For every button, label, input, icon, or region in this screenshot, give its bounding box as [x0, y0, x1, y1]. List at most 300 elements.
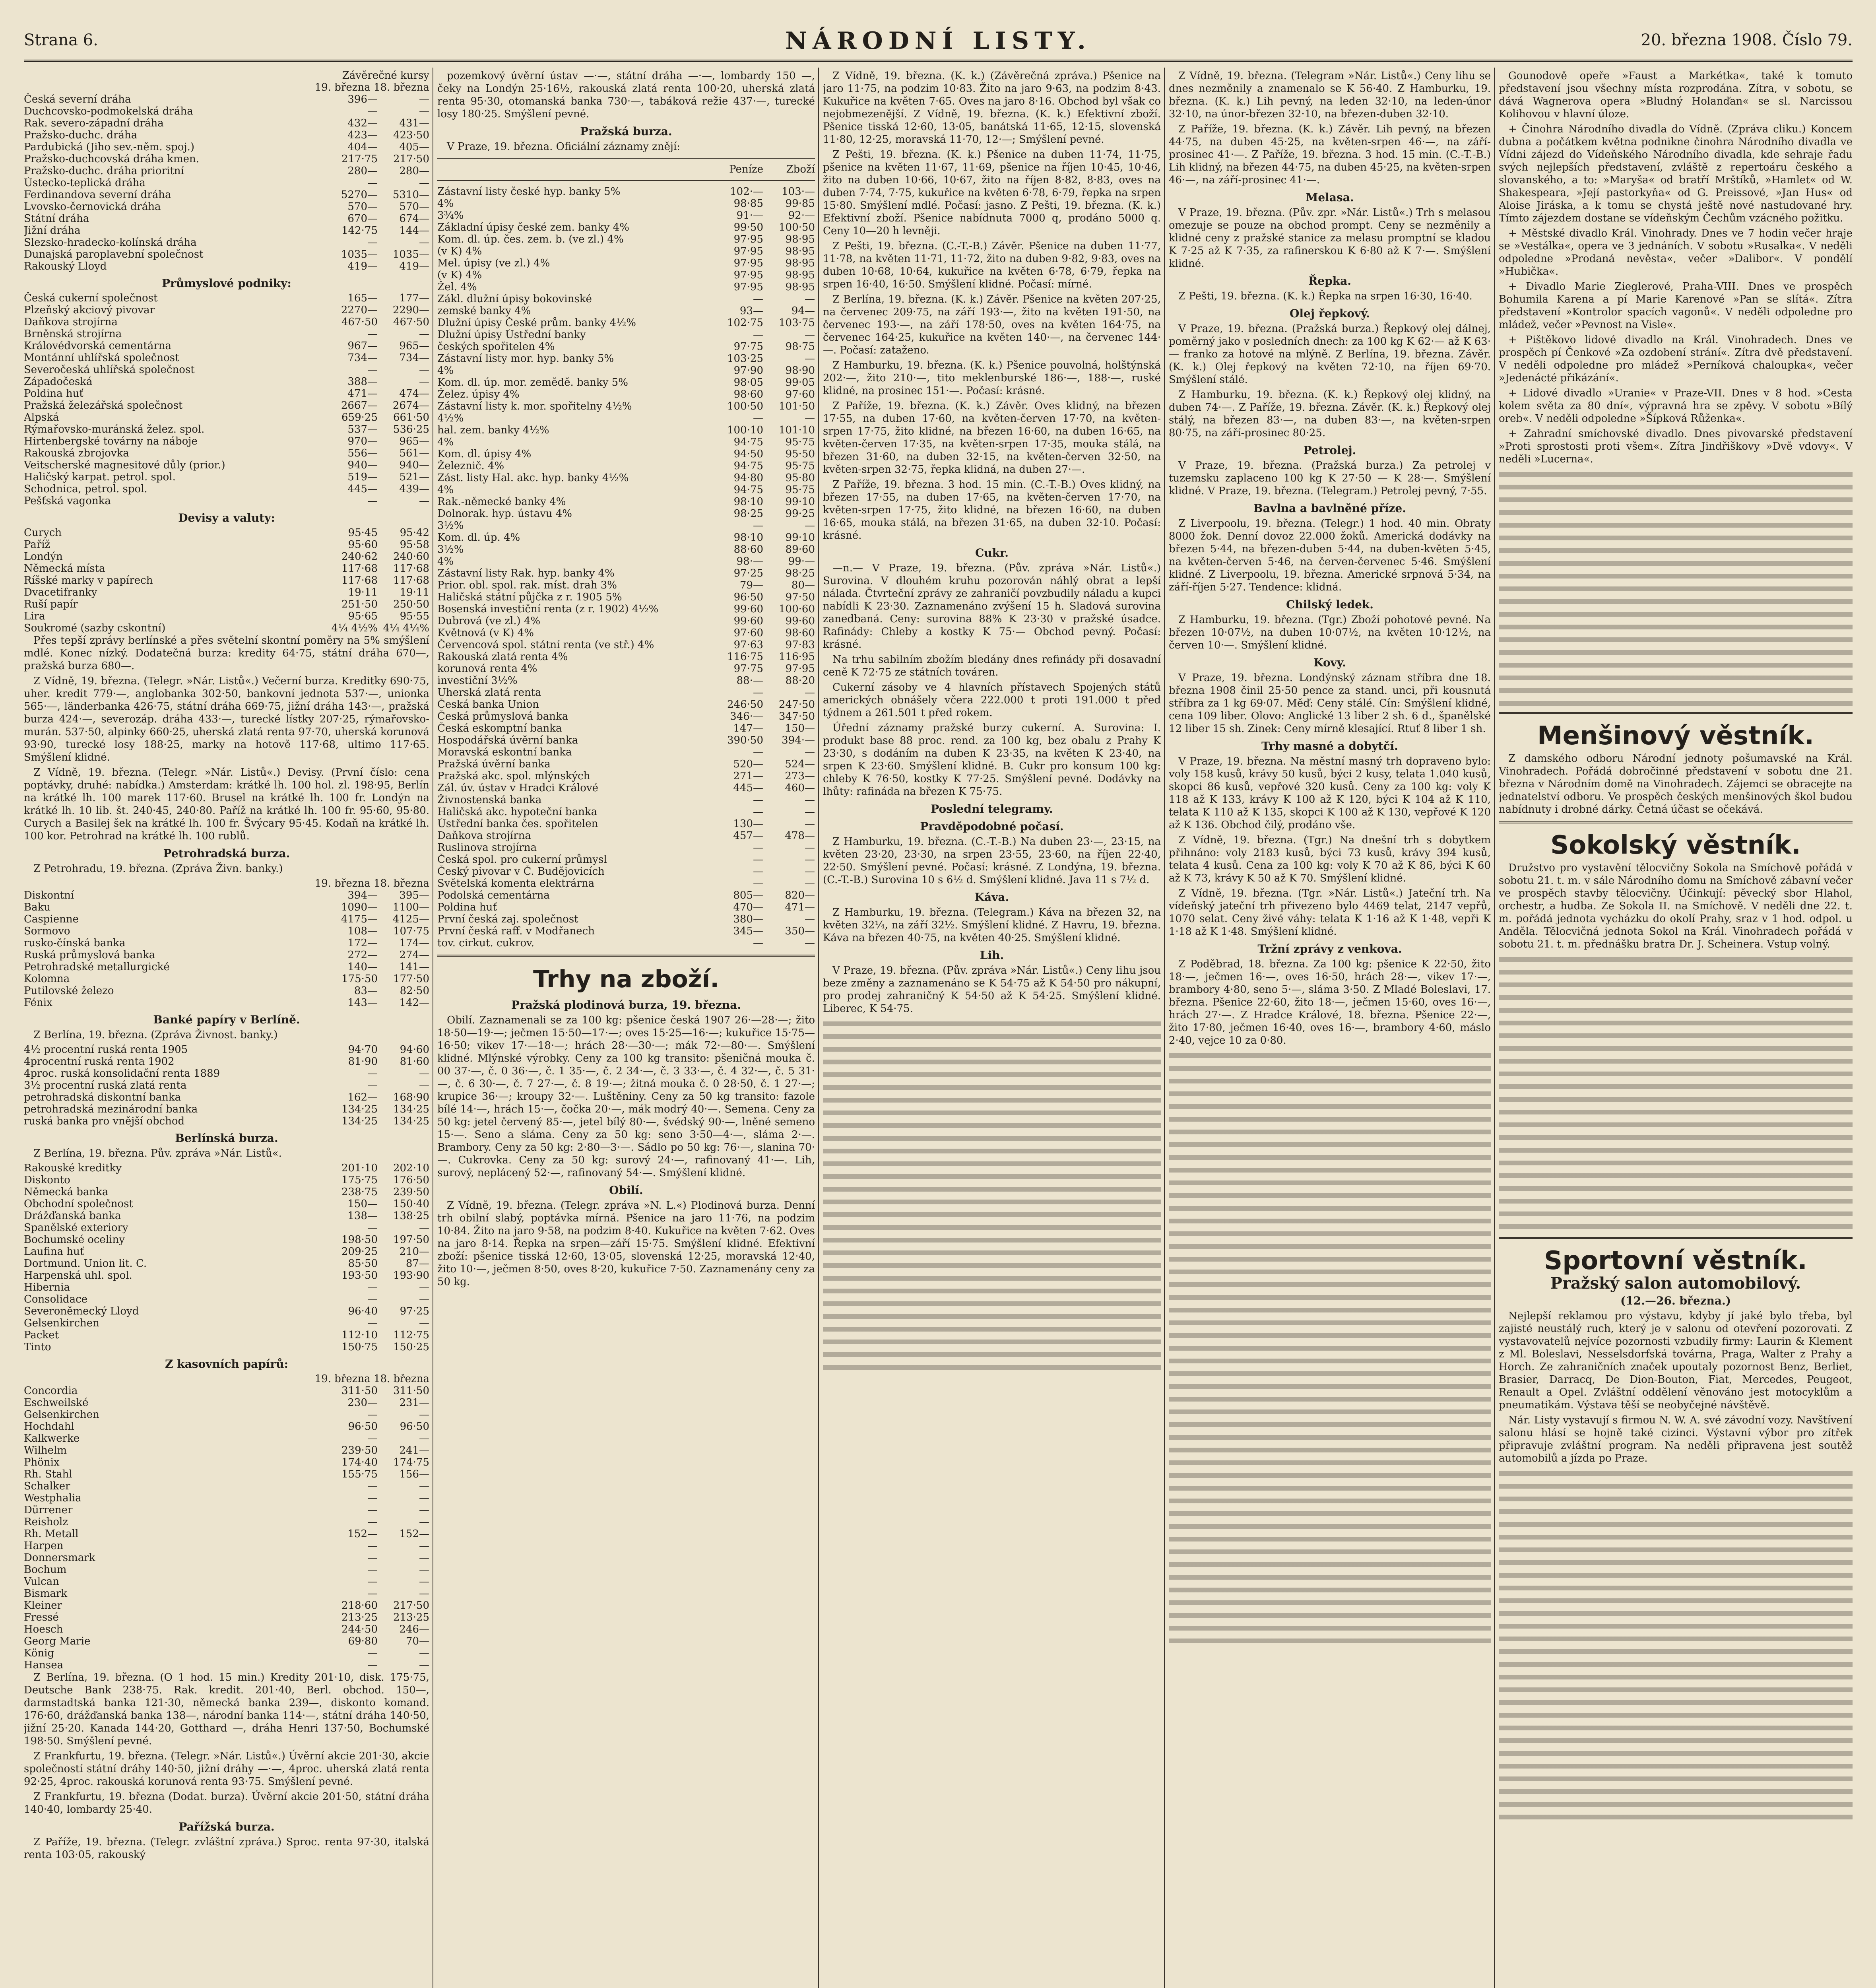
- quote-name: Alpská: [24, 412, 59, 423]
- quote-value: —: [367, 1576, 378, 1588]
- section-heading: Melasa.: [1306, 191, 1354, 204]
- quote-row: [24, 1647, 429, 1659]
- page-number: Strana 6.: [24, 31, 98, 49]
- quote-row: [24, 1600, 429, 1611]
- quote-row: [24, 400, 429, 412]
- quote-value: 805—: [733, 889, 763, 901]
- section-subheading: Pražský salon automobilový.: [1550, 1274, 1801, 1293]
- quote-value: 390·50: [727, 734, 763, 746]
- article-text: Z Berlína, 19. března. (O 1 hod. 15 min.) Kredity 201·10, disk. 175·75, Deutsche Bank 238·75. Rak. kredit. 201·40, Berl. obchod. 150—, darmstadtská banka 121·30, německá banka 239—, diskonto komand. 176·60, drážďanská banka 138—, národní banka 114·—, státní dráha 140·50, jižní 25·20. Kanada 144·20, Gotthard —, dráha Henri 137·50, Bochumské 198·50. Smýšlení pevné.: [24, 1672, 429, 1747]
- quote-value: 99·60: [733, 615, 763, 627]
- quote-row: [24, 1421, 429, 1433]
- quote-value: —: [419, 177, 429, 189]
- quote-value: —: [367, 1222, 378, 1234]
- section-heading: Kovy.: [1313, 656, 1346, 669]
- quote-row: [24, 1480, 429, 1492]
- section-heading: Banké papíry v Berlíně.: [153, 1013, 300, 1026]
- section-heading: Poslední telegramy.: [931, 802, 1053, 815]
- article-text: Nár. Listy vystavují s firmou N. W. A. své závodní vozy. Navštívení salonu hlásí se hojně také cizinci. Výstavní výbor pro zítřek připravuje zvláštní program. Na neděli připravena jest soutěž automobilů a jízda po Praze.: [1499, 1414, 1853, 1464]
- article-text: Z Hamburku, 19. března. (K. k.) Pšenice pouvolná, holštýnská 202·—, žito 210·—, tito meklenburské 186·—, 188·—, ruské klidné, na prosinec 151·—. Počasí: krásné.: [823, 359, 1161, 397]
- quote-name: Eschweilské: [24, 1397, 89, 1409]
- quote-value: 524—: [785, 758, 815, 770]
- quote-value: 150·75: [341, 1341, 378, 1353]
- section-heading: Devisy a valuty:: [178, 511, 275, 524]
- quote-value: 239·50: [341, 1444, 378, 1456]
- quote-row: [437, 699, 815, 711]
- quote-value: 98·60: [733, 388, 763, 400]
- quote-value: 556—: [347, 447, 378, 459]
- quote-name: Ruslinova strojírna: [437, 842, 537, 854]
- quote-value: 97·63: [733, 639, 763, 651]
- quote-value: 244·50: [341, 1623, 378, 1635]
- quote-value: 155·75: [341, 1468, 378, 1480]
- quote-value: 150—: [785, 722, 815, 734]
- quote-row: [437, 675, 815, 687]
- quote-value: 98·25: [733, 508, 763, 520]
- quote-value: 134·25: [393, 1115, 429, 1127]
- quote-value: —: [419, 1079, 429, 1091]
- quote-value: 99·50: [733, 221, 763, 233]
- quote-value: 98·95: [785, 257, 815, 269]
- quote-list-cash: [24, 1385, 429, 1671]
- quote-value: 97·75: [733, 663, 763, 675]
- quote-name: Prior. obl. spol. rak. míst. drah 3%: [437, 579, 617, 591]
- quote-row: [24, 129, 429, 141]
- section-heading: Řepka.: [1308, 274, 1351, 287]
- quote-value: —: [367, 1281, 378, 1293]
- quote-value: —: [367, 328, 378, 340]
- quote-value: 674—: [399, 213, 429, 225]
- quote-row: [437, 925, 815, 937]
- quote-row: [437, 651, 815, 663]
- quote-row: [437, 365, 815, 377]
- quote-value: 240·60: [393, 551, 429, 563]
- quote-value: 100·50: [779, 221, 815, 233]
- quote-name: Hirtenbergské továrny na náboje: [24, 435, 198, 447]
- quote-row: [24, 973, 429, 985]
- quote-value: 94·80: [733, 472, 763, 484]
- quote-row: [24, 1492, 429, 1504]
- quote-list-berlin-bonds: [24, 1044, 429, 1127]
- quote-row: [24, 1281, 429, 1293]
- quote-row: [437, 472, 815, 484]
- quote-value: 117·68: [393, 563, 429, 575]
- quote-value: —: [367, 495, 378, 507]
- quote-name: petrohradská diskontní banka: [24, 1091, 181, 1103]
- quote-name: Schalker: [24, 1480, 70, 1492]
- quote-row: [24, 471, 429, 483]
- quote-name: Consolidace: [24, 1293, 88, 1305]
- quote-value: 94·75: [733, 484, 763, 496]
- quote-value: —: [419, 105, 429, 117]
- quote-name: Dvacetifranky: [24, 586, 97, 598]
- text-block: [1169, 1049, 1491, 1646]
- quote-name: 4%: [437, 198, 454, 210]
- article-text: Z Berlína, 19. března. (K. k.) Závěr. Pšenice na květen 207·25, na červenec 209·75, na září 193·—, žito na květen 191·50, na červenec 193·—, na září 178·50, oves na květen 164·75, na červenec 164·25, kukuřice na květen 140·—, na červenec 144·—. Počasí: zataženo.: [823, 293, 1161, 356]
- quote-value: 95·80: [785, 472, 815, 484]
- quote-value: 198·50: [341, 1234, 378, 1246]
- quote-name: Pražská úvěrní banka: [437, 758, 551, 770]
- quote-name: Poldina huť: [437, 901, 497, 913]
- quote-row: [24, 1588, 429, 1600]
- quote-value: 940—: [347, 459, 378, 471]
- quote-value: 80—: [791, 579, 815, 591]
- quote-value: 247·50: [779, 699, 815, 711]
- article-text: + Činohra Národního divadla do Vídně. (Zpráva cliku.) Koncem dubna a počátkem května podnikne činohra Národního divadla ve Vídni zájezd do Vídeňského Národního divadla, kde sehraje řadu svých nejlepších představení, zvláště z repertoáru českého a slovanského, a to: »Maryša« od bratří Mrštíků, »Hamlet« od W. Shakespeara, »Její pastorkyňa« od G. Preissové, »Jan Hus« od Aloise Jiráska, a k tomu se chystá ještě nové nastudované hry. Tímto zájezdem dostane se vídeňským Čechům vzácného požitku.: [1499, 123, 1853, 224]
- section-heading: Cukr.: [975, 546, 1009, 559]
- quote-value: —: [805, 746, 815, 758]
- quote-name: Česká severní dráha: [24, 93, 131, 105]
- quote-row: [437, 627, 815, 639]
- quote-value: 394·—: [782, 734, 815, 746]
- quote-row: [24, 1305, 429, 1317]
- divider: [437, 955, 815, 957]
- quote-date-row: 19. března 18. března: [314, 878, 429, 889]
- quote-value: 97·95: [733, 281, 763, 293]
- quote-row: [24, 1635, 429, 1647]
- quote-name: Haličský karpat. petrol. spol.: [24, 471, 176, 483]
- quote-value: 88·60: [733, 544, 763, 555]
- quote-name: Hoesch: [24, 1623, 63, 1635]
- quote-row: [437, 806, 815, 818]
- quote-name: 4proc. ruská konsolidační renta 1889: [24, 1068, 220, 1079]
- quote-name: Želez. úpisy 4%: [437, 388, 520, 400]
- quote-name: Zástavní listy mor. hyp. banky 5%: [437, 353, 614, 365]
- quote-name: Zást. listy Hal. akc. hyp. banky 4½%: [437, 472, 629, 484]
- article-text: Z Paříže, 19. března. (K. k.) Závěr. Oves klidný, na březen 17·55, na duben 17·60, na květen-červen 17·70, na květen-srpen 17·75, žito klidné, na březen 16·60, na duben 16·65, na květen-červen 17·35, na květen-srpen 17·35, mouka stálá, na březen 31·60, na duben 32·15, na květen-červen 32·50, na květen-srpen 32·75, řepka klidná, na duben 27·—.: [823, 400, 1161, 476]
- quote-value: 87—: [405, 1258, 429, 1270]
- quote-row: [24, 141, 429, 153]
- quote-row: [24, 1659, 429, 1671]
- quote-value: 102·75: [727, 317, 763, 329]
- quote-value: 92·—: [788, 210, 815, 221]
- quote-name: Pražsko-duchc. dráha: [24, 129, 138, 141]
- quote-row: [437, 555, 815, 567]
- quote-value: —: [805, 818, 815, 830]
- quote-name: 4½%: [437, 412, 464, 424]
- quote-name: Dortmund. Union lit. C.: [24, 1258, 147, 1270]
- quote-row: [437, 758, 815, 770]
- column-5: [1499, 70, 1853, 1988]
- quote-row: [437, 305, 815, 317]
- quote-name: Gelsenkirchen: [24, 1317, 99, 1329]
- quote-name: Gelsenkirchen: [24, 1409, 99, 1421]
- quote-value: 100·60: [779, 603, 815, 615]
- quote-name: 3½%: [437, 544, 464, 555]
- quote-value: 177·50: [393, 973, 429, 985]
- quote-value: 734—: [347, 352, 378, 364]
- quote-value: 176·50: [393, 1174, 429, 1186]
- quote-value: 79—: [739, 579, 763, 591]
- quote-name: Baku: [24, 901, 51, 913]
- quote-row: [24, 304, 429, 316]
- quote-name: Paříž: [24, 539, 50, 551]
- quote-name: Severoněmecký Lloyd: [24, 1305, 139, 1317]
- quote-value: 85·50: [348, 1258, 378, 1270]
- quote-row: [24, 292, 429, 304]
- section-date: (12.—26. března.): [1620, 1294, 1731, 1307]
- quote-row: [437, 484, 815, 496]
- quote-name: Květnová (v K) 4%: [437, 627, 534, 639]
- quote-row: [24, 598, 429, 610]
- quote-value: 217·50: [393, 1600, 429, 1611]
- quote-value: —: [367, 1480, 378, 1492]
- quote-value: 97·50: [785, 591, 815, 603]
- quote-value: 1100—: [392, 901, 429, 913]
- quote-value: 98·10: [733, 496, 763, 508]
- quote-name: Základní úpisy české zem. banky 4%: [437, 221, 629, 233]
- quote-value: —: [419, 364, 429, 376]
- quote-value: —: [419, 1647, 429, 1659]
- article-text: V Praze, 19. března. (Pražská burza.) Za petrolej v tuzemsku zaplaceno 100 kg K 27·50 — K 28·—. Smýšlení klidné. V Praze, 19. března. (Telegram.) Petrolej pevný, 7·55.: [1169, 460, 1491, 497]
- quote-list-industry: [24, 292, 429, 507]
- section-heading: Petrolej.: [1303, 444, 1356, 457]
- quote-value: 98·60: [785, 627, 815, 639]
- text-block: [823, 1017, 1161, 1375]
- article-text: Družstvo pro vystavění tělocvičny Sokola na Smíchově pořádá v sobotu 21. t. m. v sále Národního domu na Smíchově zábavní večer ve prospěch stavby tělocvičny. Účinkují: pěvecký sbor Hlahol, orchestr, a hudba. Ze Sokola II. na Smíchově. V neděli dne 22. t. m. pořádá jednota vycházku do okolí Prahy, sraz v 1 hod. odpol. u Anděla. Tělocvičná jednota Sokol na Král. Vinohradech pořádá v sobotu 21. t. m. přednášku bratra Dr. J. Scheinera. Vstup volný.: [1499, 862, 1853, 950]
- quote-value: 661·50: [393, 412, 429, 423]
- quote-row: [24, 961, 429, 973]
- quote-row: [24, 1222, 429, 1234]
- quote-row: [437, 830, 815, 842]
- quote-name: Ríšské marky v papírech: [24, 575, 153, 586]
- article-text: Z Pešti, 19. března. (C.-T.-B.) Závěr. Pšenice na duben 11·77, 11·78, na květen 11·71, 11·72, žito na duben 9·82, 9·83, oves na duben 10·68, 10·64, kukuřice na květen 6·78, 6·79, řepka na srpen 16·40, 16·50. Smýšlení klidné. Počasí: mírné.: [823, 240, 1161, 290]
- quote-row: [24, 913, 429, 925]
- quote-value: 250·50: [393, 598, 429, 610]
- quote-name: Dubrová (ve zl.) 4%: [437, 615, 541, 627]
- quote-name: Kom. dl. úp. 4%: [437, 532, 520, 544]
- quote-row: [437, 532, 815, 544]
- article-text: + Divadlo Marie Zieglerové, Praha-VIII. Dnes ve prospěch Bohumila Karena a pí Marie Karenové »Pan se slítá«. Zítra představení »Kontrolor spacích vagonů«. V neděli odpoledne pro mládež, večer »Pevnost na Visle«.: [1499, 281, 1853, 331]
- quote-name: První česká raff. v Modřanech: [437, 925, 595, 937]
- quote-value: —: [805, 412, 815, 424]
- quote-row: [437, 818, 815, 830]
- quote-row: [437, 746, 815, 758]
- quote-value: 147—: [733, 722, 763, 734]
- quote-value: 1035—: [341, 248, 378, 260]
- quote-name: Ústecko-teplická dráha: [24, 177, 146, 189]
- quote-row: [24, 1103, 429, 1115]
- section-heading: Chilský ledek.: [1286, 598, 1374, 611]
- quote-value: 130—: [733, 818, 763, 830]
- quote-value: —: [753, 878, 763, 889]
- quote-name: Kom. dl. úpisy 4%: [437, 448, 532, 460]
- quote-row: [24, 539, 429, 551]
- quote-value: 231—: [399, 1397, 429, 1409]
- quote-name: Spanělské exteriory: [24, 1222, 128, 1234]
- quote-row: [24, 1079, 429, 1091]
- quote-value: 88·—: [736, 675, 763, 687]
- quote-value: 97·95: [785, 663, 815, 675]
- quote-name: Schodnica, petrol. spol.: [24, 483, 147, 495]
- article-text: Z Berlína, 19. března. Pův. zpráva »Nár. Listů«.: [33, 1147, 282, 1159]
- quote-name: Haličská státní půjčka z r. 1905 5%: [437, 591, 622, 603]
- quote-name: petrohradská mezinárodní banka: [24, 1103, 198, 1115]
- quote-name: Západočeská: [24, 376, 93, 388]
- quote-name: Obchodní společnost: [24, 1198, 133, 1210]
- quote-value: 96·40: [348, 1305, 378, 1317]
- quote-name: Westphalia: [24, 1492, 81, 1504]
- quote-value: 140—: [347, 961, 378, 973]
- quote-row: [24, 527, 429, 539]
- quote-value: 445—: [733, 782, 763, 794]
- quote-name: Dunajská paroplavební společnost: [24, 248, 204, 260]
- quote-value: 2270—: [341, 304, 378, 316]
- section-heading: Bavlna a bavlněné příze.: [1253, 502, 1406, 515]
- quote-row: [24, 447, 429, 459]
- quote-value: 561—: [399, 447, 429, 459]
- quote-value: —: [805, 842, 815, 854]
- quote-row: [24, 985, 429, 997]
- quote-value: 93—: [739, 305, 763, 317]
- article-text: Nejlepší reklamou pro výstavu, kdyby jí jaké bylo třeba, byl zajisté neustálý ruch, který je v salonu od otevření pozorovati. Z vystavovatelů nejvíce pozornosti vzbudily firmy: Laurin & Klement z Ml. Boleslavi, Nesselsdorfská továrna, Praga, Walter z Prahy a Horch. Ze zahraničních značek upoutaly pozornost Benz, Berliet, Brasier, Darracq, De Dion-Bouton, Fiat, Mercedes, Peugeot, Renault a Opel. Zvláštní oddělení věnováno jest motocyklům a pneumatikám. Výstava těší se neobyčejné návštěvě.: [1499, 1310, 1853, 1411]
- quote-value: 345—: [733, 925, 763, 937]
- article-text: Z Hamburku, 19. března. (C.-T.-B.) Na duben 23·—, 23·15, na květen 23·20, 23·30, na srpen 23·55, 23·60, na říjen 22·40, 22·50. Smýšlení pevné. Počasí: krásné. Z Londýna, 19. března. (C.-T.-B.) Surovina 10 s 6½ d. Smýšlení klidné. Java 11 s 7½ d.: [823, 836, 1161, 886]
- quote-value: 134·25: [341, 1115, 378, 1127]
- quote-row: [437, 889, 815, 901]
- quote-value: —: [419, 495, 429, 507]
- quote-row: [24, 340, 429, 352]
- article-text: Z Paříže, 19. března. (K. k.) Závěr. Lih pevný, na březen 44·75, na duben 45·25, na květen-srpen 46·—, na září-prosinec 41·—. Z Paříže, 19. března. 3 hod. 15 min. (C.-T.-B.) Lih klidný, na březen 44·75, na duben 45·25, na květen-srpen 46·—, na září-prosinec 41·—.: [1169, 123, 1491, 186]
- quote-row: [24, 1433, 429, 1444]
- quote-row: [437, 233, 815, 245]
- article-text: pozemkový úvěrní ústav —·—, státní dráha —·—, lombardy 150 —, čeky na Londýn 25·16½, rakouská zlatá renta 100·20, uherská zlatá renta 95·30, otomanská banka 730·—, tabáková režie 437·—, turecké losy 180·25. Smýšlení pevné.: [437, 70, 815, 120]
- quote-name: Zástavní listy Rak. hyp. banky 4%: [437, 567, 615, 579]
- section-heading: Sportovní věstník.: [1544, 1246, 1807, 1276]
- quote-row: [24, 93, 429, 105]
- quote-name: Ferdinandova severní dráha: [24, 189, 171, 201]
- quote-name: Zákl. dlužní úpisy bokovinské: [437, 293, 592, 305]
- quote-name: 4%: [437, 484, 454, 496]
- quote-name: Ruská průmyslová banka: [24, 949, 155, 961]
- quote-row: [24, 1174, 429, 1186]
- quote-value: 175·75: [341, 1174, 378, 1186]
- quote-row: [24, 328, 429, 340]
- quote-value: 98·95: [785, 281, 815, 293]
- quote-row: [437, 448, 815, 460]
- quote-name: Pražsko-duchc. dráha prioritní: [24, 165, 184, 177]
- quote-row: [24, 412, 429, 423]
- quote-name: Brněnská strojírna: [24, 328, 122, 340]
- quote-row: [437, 615, 815, 627]
- quote-value: 395—: [399, 889, 429, 901]
- quote-value: 241—: [399, 1444, 429, 1456]
- quote-name: Harpenská uhl. spol.: [24, 1270, 132, 1281]
- quote-value: —: [805, 806, 815, 818]
- quote-row: [437, 424, 815, 436]
- quote-row: [24, 1528, 429, 1540]
- quote-value: 439—: [399, 483, 429, 495]
- quote-row: [437, 257, 815, 269]
- quote-value: 134·25: [341, 1103, 378, 1115]
- quote-row: [24, 1056, 429, 1068]
- quote-row: [24, 1162, 429, 1174]
- quote-row: [24, 1293, 429, 1305]
- article-text: V Praze, 19. března. (Pův. zpráva »Nár. Listů«.) Ceny lihu jsou beze změny a zaznamenáno se K 54·75 až K 54·50 pro nákupní, pro prodej zahraničný K 54·50 až K 54·25. Smýšlení klidné. Liberec, K 54·75.: [823, 965, 1161, 1015]
- article-text: Na trhu sabilním zbožím bledány dnes refinády při dosavadní ceně K 72·75 ze státních továren.: [823, 654, 1161, 678]
- quote-row: [24, 1397, 429, 1409]
- quote-row: [24, 1444, 429, 1456]
- quote-name: Bochum: [24, 1564, 67, 1576]
- quote-value: —: [753, 806, 763, 818]
- quote-name: ruská banka pro vnější obchod: [24, 1115, 185, 1127]
- quote-name: Česká cukerní společnost: [24, 292, 158, 304]
- quote-value: 970—: [347, 435, 378, 447]
- divider: [1499, 821, 1853, 823]
- quote-value: 95·75: [785, 436, 815, 448]
- article-text: V Praze, 19. března. (Pražská burza.) Řepkový olej dálnej, poměrný jako v posledních dnech: za 100 kg K 62·— až K 63·— franko za hotové na mlýně. Z Berlína, 19. března. Závěr. (K. k.) Olej řepkový na květen 72·10, na říjen 69·70. Smýšlení stálé.: [1169, 323, 1491, 386]
- quote-header: Závěrečné kursy: [342, 70, 429, 82]
- quote-row: [437, 436, 815, 448]
- quote-value: 4175—: [341, 913, 378, 925]
- quote-value: —: [419, 1317, 429, 1329]
- section-heading: Z kasovních papírů:: [165, 1357, 288, 1371]
- quote-name: Lira: [24, 610, 45, 622]
- quote-name: Červencová spol. státní renta (ve stř.) 4%: [437, 639, 654, 651]
- quote-value: 97·75: [733, 341, 763, 353]
- article-text: Z Hamburku, 19. března. (K. k.) Řepkový olej klidný, na duben 74·—. Z Paříže, 19. března. Závěr. (K. k.) Řepkový olej stálý, na březen 83·—, na duben 83·—, na květen-srpen 80·75, na září-prosinec 80·25.: [1169, 389, 1491, 439]
- quote-value: —: [753, 794, 763, 806]
- quote-value: 217·75: [341, 153, 378, 165]
- quote-value: 100·10: [727, 424, 763, 436]
- quote-value: 519—: [347, 471, 378, 483]
- quote-value: 474—: [399, 388, 429, 400]
- quote-name: rusko-čínská banka: [24, 937, 126, 949]
- quote-name: českých spořitelen 4%: [437, 341, 555, 353]
- quote-value: 202·10: [393, 1162, 429, 1174]
- quote-name: Rh. Metall: [24, 1528, 79, 1540]
- quote-value: 445—: [347, 483, 378, 495]
- quote-row: [24, 189, 429, 201]
- article-text: V Praze, 19. března. Londýnský záznam stříbra dne 18. března 1908 činil 25·50 pence za stand. unci, při kousnutá stříbra za 1 kg 69·07. Měď: Ceny stálé. Cín: Smýšlení klidné, cena 109 liber. Olovo: Anglické 13 liber 2 sh. 6 d., španělské 12 liber 15 sh. Zinek: Ceny mírně klesající. Rtuť 8 liber 1 sh.: [1169, 672, 1491, 735]
- quote-row: [437, 400, 815, 412]
- quote-name: Petrohradské metallurgické: [24, 961, 170, 973]
- quote-value: —: [367, 1564, 378, 1576]
- quote-row: [24, 1385, 429, 1397]
- quote-name: Georg Marie: [24, 1635, 91, 1647]
- section-heading: Trhy masné a dobytčí.: [1261, 740, 1398, 753]
- quote-name: Severočeská uhlířská společnost: [24, 364, 195, 376]
- quote-name: Curych: [24, 527, 62, 539]
- quote-value: 97·95: [733, 257, 763, 269]
- quote-name: Rakouský Lloyd: [24, 260, 107, 272]
- quote-name: Dürrener: [24, 1504, 73, 1516]
- quote-name: zemské banky 4%: [437, 305, 531, 317]
- quote-value: 423·50: [393, 129, 429, 141]
- quote-value: 246—: [399, 1623, 429, 1635]
- quote-value: —: [367, 1079, 378, 1091]
- quote-value: —: [367, 364, 378, 376]
- quote-value: 100·50: [727, 400, 763, 412]
- quote-name: Plzeňský akciový pivovar: [24, 304, 155, 316]
- quote-value: 218·60: [341, 1600, 378, 1611]
- quote-value: —: [367, 1409, 378, 1421]
- quote-row: [437, 269, 815, 281]
- quote-value: 419—: [347, 260, 378, 272]
- quote-name: Hochdahl: [24, 1421, 74, 1433]
- article-text: Z Liverpoolu, 19. března. (Telegr.) 1 hod. 40 min. Obraty 8000 žok. Denní dovoz 22.000 žoků. Americká dodávky na březen 5·44, na březen-duben 5·44, na duben-květen 5·45, na květen-červen 5·46, na červen-červenec 5·46. Smýšlení klidné. Z Liverpoolu, 19. března. Americké srpnová 5·34, na září-říjen 5·27. Tendence: klidná.: [1169, 518, 1491, 593]
- quote-value: 210—: [399, 1246, 429, 1258]
- quote-row: [24, 1198, 429, 1210]
- quote-value: 311·50: [393, 1385, 429, 1397]
- quote-row: [437, 639, 815, 651]
- quote-value: 102·—: [730, 186, 763, 198]
- quote-row: [24, 889, 429, 901]
- quote-value: —: [805, 687, 815, 699]
- article-text: Z Vídně, 19. března. (Tgr.) Na dnešní trh s dobytkem přihnáno: voly 2183 kusů, býci 73 kusů, krávy 394 kusů, telata 4 kusů. Cena za 100 kg: voly K 70 až K 86, býci K 60 až K 73, krávy K 50 až K 70. Smýšlení klidné.: [1169, 834, 1491, 884]
- quote-value: 460—: [785, 782, 815, 794]
- section-heading: Menšinový věstník.: [1537, 721, 1814, 751]
